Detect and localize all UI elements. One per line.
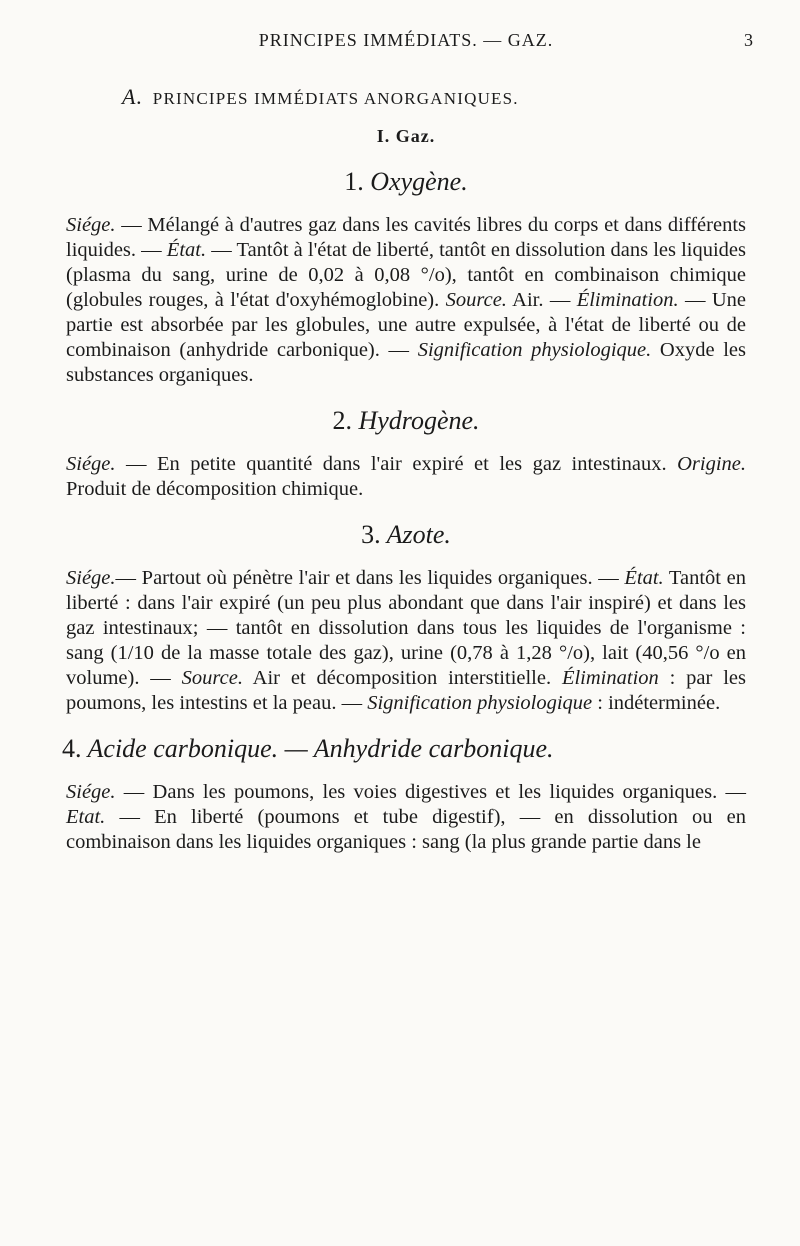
entry-number: 2. xyxy=(332,406,352,435)
label-siege: Siége. xyxy=(66,214,116,236)
running-head-title: PRINCIPES IMMÉDIATS. — GAZ. xyxy=(258,30,554,50)
section-heading xyxy=(122,84,746,110)
entry-name: Hydrogène. xyxy=(358,406,480,435)
running-head xyxy=(66,30,754,56)
label-etat: Etat. xyxy=(66,806,106,828)
label-siege: Siége. xyxy=(66,567,116,589)
entry-number: 3. xyxy=(361,520,381,549)
label-siege: Siége. xyxy=(66,453,116,475)
entry-text: — Une partie est absorbée par les globules, une autre expulsée, à l'état de liberté ou de combinaison (anhydride carbonique). — xyxy=(66,289,746,361)
entry-text: Air. — xyxy=(506,289,577,311)
entry-heading-azote xyxy=(66,520,746,550)
label-origine: Origine. xyxy=(677,453,746,475)
label-etat: État. xyxy=(624,567,664,589)
entry-name: Oxygène. xyxy=(370,167,468,196)
entry-text: Oxyde les substances organiques. xyxy=(66,339,746,386)
page-number: 3 xyxy=(744,30,754,50)
section-title: PRINCIPES IMMÉDIATS ANORGANIQUES. xyxy=(152,89,519,108)
entry-text: — Partout où pénètre l'air et dans les liquides organiques. — xyxy=(115,567,625,589)
label-signification: Signification physiologique xyxy=(367,692,593,714)
entry-text-oxygene xyxy=(66,213,746,388)
entry-text: — En petite quantité dans l'air expiré et les gaz intestinaux. xyxy=(115,453,678,475)
entry-heading-hydrogene xyxy=(66,406,746,436)
entry-text-acide-carbonique xyxy=(66,780,746,855)
entry-text-azote xyxy=(66,566,746,716)
section-letter: A. xyxy=(122,84,144,109)
entry-text: — En liberté (poumons et tube digestif), — en dissolution ou en combinaison dans les liquides organiques : sang (la plus grande partie dans le xyxy=(66,806,746,853)
entry-heading-oxygene xyxy=(66,167,746,197)
label-siege: Siége. xyxy=(66,781,116,803)
label-elimination: Élimination xyxy=(561,667,659,689)
entry-heading-acide-carbonique xyxy=(62,734,746,764)
entry-text: — Dans les poumons, les voies digestives et les liquides organiques. — xyxy=(115,781,746,803)
entry-name: Acide carbonique. — Anhydride carbonique. xyxy=(87,734,554,763)
entry-number: 4. xyxy=(62,734,82,763)
book-page xyxy=(62,30,754,855)
entry-text: — Mélangé à d'autres gaz dans les cavités libres du corps et dans différents liquides. — xyxy=(66,214,746,261)
entry-text: — Tantôt à l'état de liberté, tantôt en dissolution dans les liquides (plasma du sang, urine de 0,02 à 0,08 °/o), tantôt en combinaison chimique (globules rouges, à l'état d'oxyhémoglobine). xyxy=(66,239,747,311)
entry-text: Air et décomposition interstitielle. xyxy=(242,667,562,689)
label-signification: Signification physiologique. xyxy=(417,339,652,361)
label-etat: État. xyxy=(166,239,207,261)
entry-text: : indéterminée. xyxy=(592,692,721,714)
entry-text: : par les poumons, les intestins et la peau. — xyxy=(66,667,746,714)
entry-text: Produit de décomposition chimique. xyxy=(66,478,364,500)
entry-name: Azote. xyxy=(386,520,451,549)
label-source: Source. xyxy=(181,667,243,689)
entry-text: Tantôt en liberté : dans l'air expiré (un peu plus abondant que dans l'air inspiré) et dans les gaz intestinaux; — tantôt en dissolution dans tous les liquides de l'organisme : sang (1/10 de la masse totale des gaz), urine (0,78 à 1,28 °/o), lait (40,56 °/o en volume). — xyxy=(66,567,746,689)
entry-text-hydrogene xyxy=(66,452,746,502)
subsection-heading: I. Gaz. xyxy=(376,126,436,146)
label-elimination: Élimination. xyxy=(576,289,679,311)
label-source: Source. xyxy=(445,289,507,311)
entry-number: 1. xyxy=(344,167,364,196)
